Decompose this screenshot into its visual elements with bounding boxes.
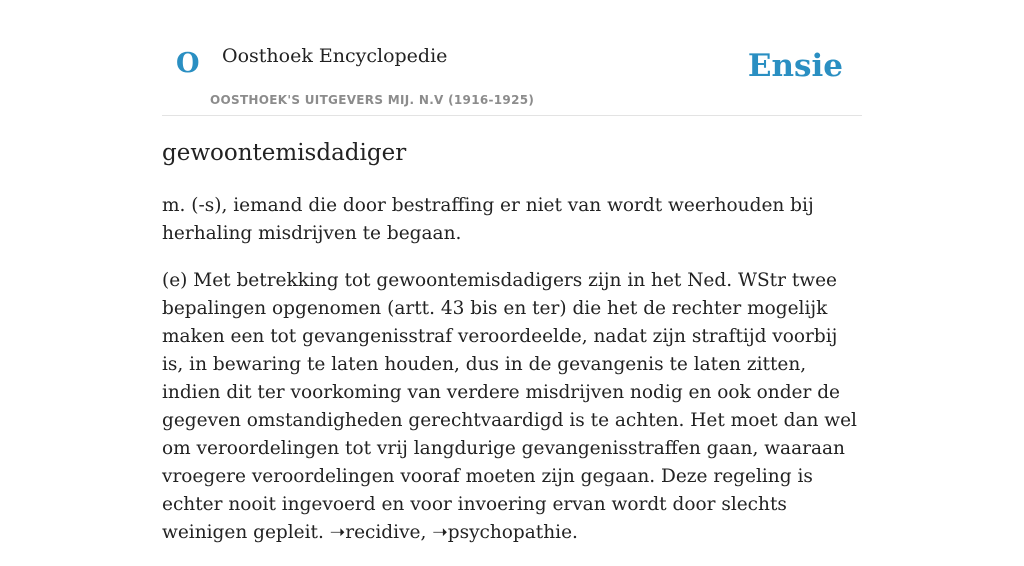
definition-paragraph: m. (-s), iemand die door bestraffing er niet van wordt weerhouden bij herhaling misdrijven te begaan. (162, 195, 814, 244)
explanation-paragraph (162, 267, 862, 547)
entry-title: gewoontemisdadiger (162, 140, 407, 166)
brand-logo[interactable]: Ensie (747, 48, 843, 84)
xref-psychopathie-link[interactable]: ➝psychopathie (432, 522, 573, 543)
xref-recidive-link[interactable]: ➝recidive (329, 522, 421, 543)
source-header (162, 0, 862, 116)
source-title[interactable]: Oosthoek Encyclopedie (222, 45, 448, 67)
entry-card (162, 0, 862, 543)
explanation-text: (e) Met betrekking tot gewoontemisdadigers zijn in het Ned. WStr twee bepalingen opgenomen (artt. 43 bis en ter) die het de rechter mogelijk maken een tot gevangenisstraf veroordeelde, nadat zijn straftijd voorbij is, in bewaring te laten houden, dus in de gevangenis te laten zitten, indien dit ter voorkoming van verdere misdrijven nodig en ook onder de gegeven omstandigheden gerechtvaardigd is te achten. Het moet dan wel om veroordelingen tot vrij langdurige gevangenisstraffen gaan, waaraan vroegere veroordelingen vooraf moeten zijn gegaan. Deze regeling is echter nooit ingevoerd en voor invoering ervan wordt door slechts weinigen gepleit. (162, 270, 857, 543)
source-subtitle: OOSTHOEK'S UITGEVERS MIJ. N.V (1916-1925) (210, 93, 535, 107)
entry-body (162, 192, 862, 566)
paragraph-end: . (572, 522, 578, 543)
source-logo-icon[interactable]: O (176, 48, 200, 79)
xref-separator: , (420, 522, 433, 543)
